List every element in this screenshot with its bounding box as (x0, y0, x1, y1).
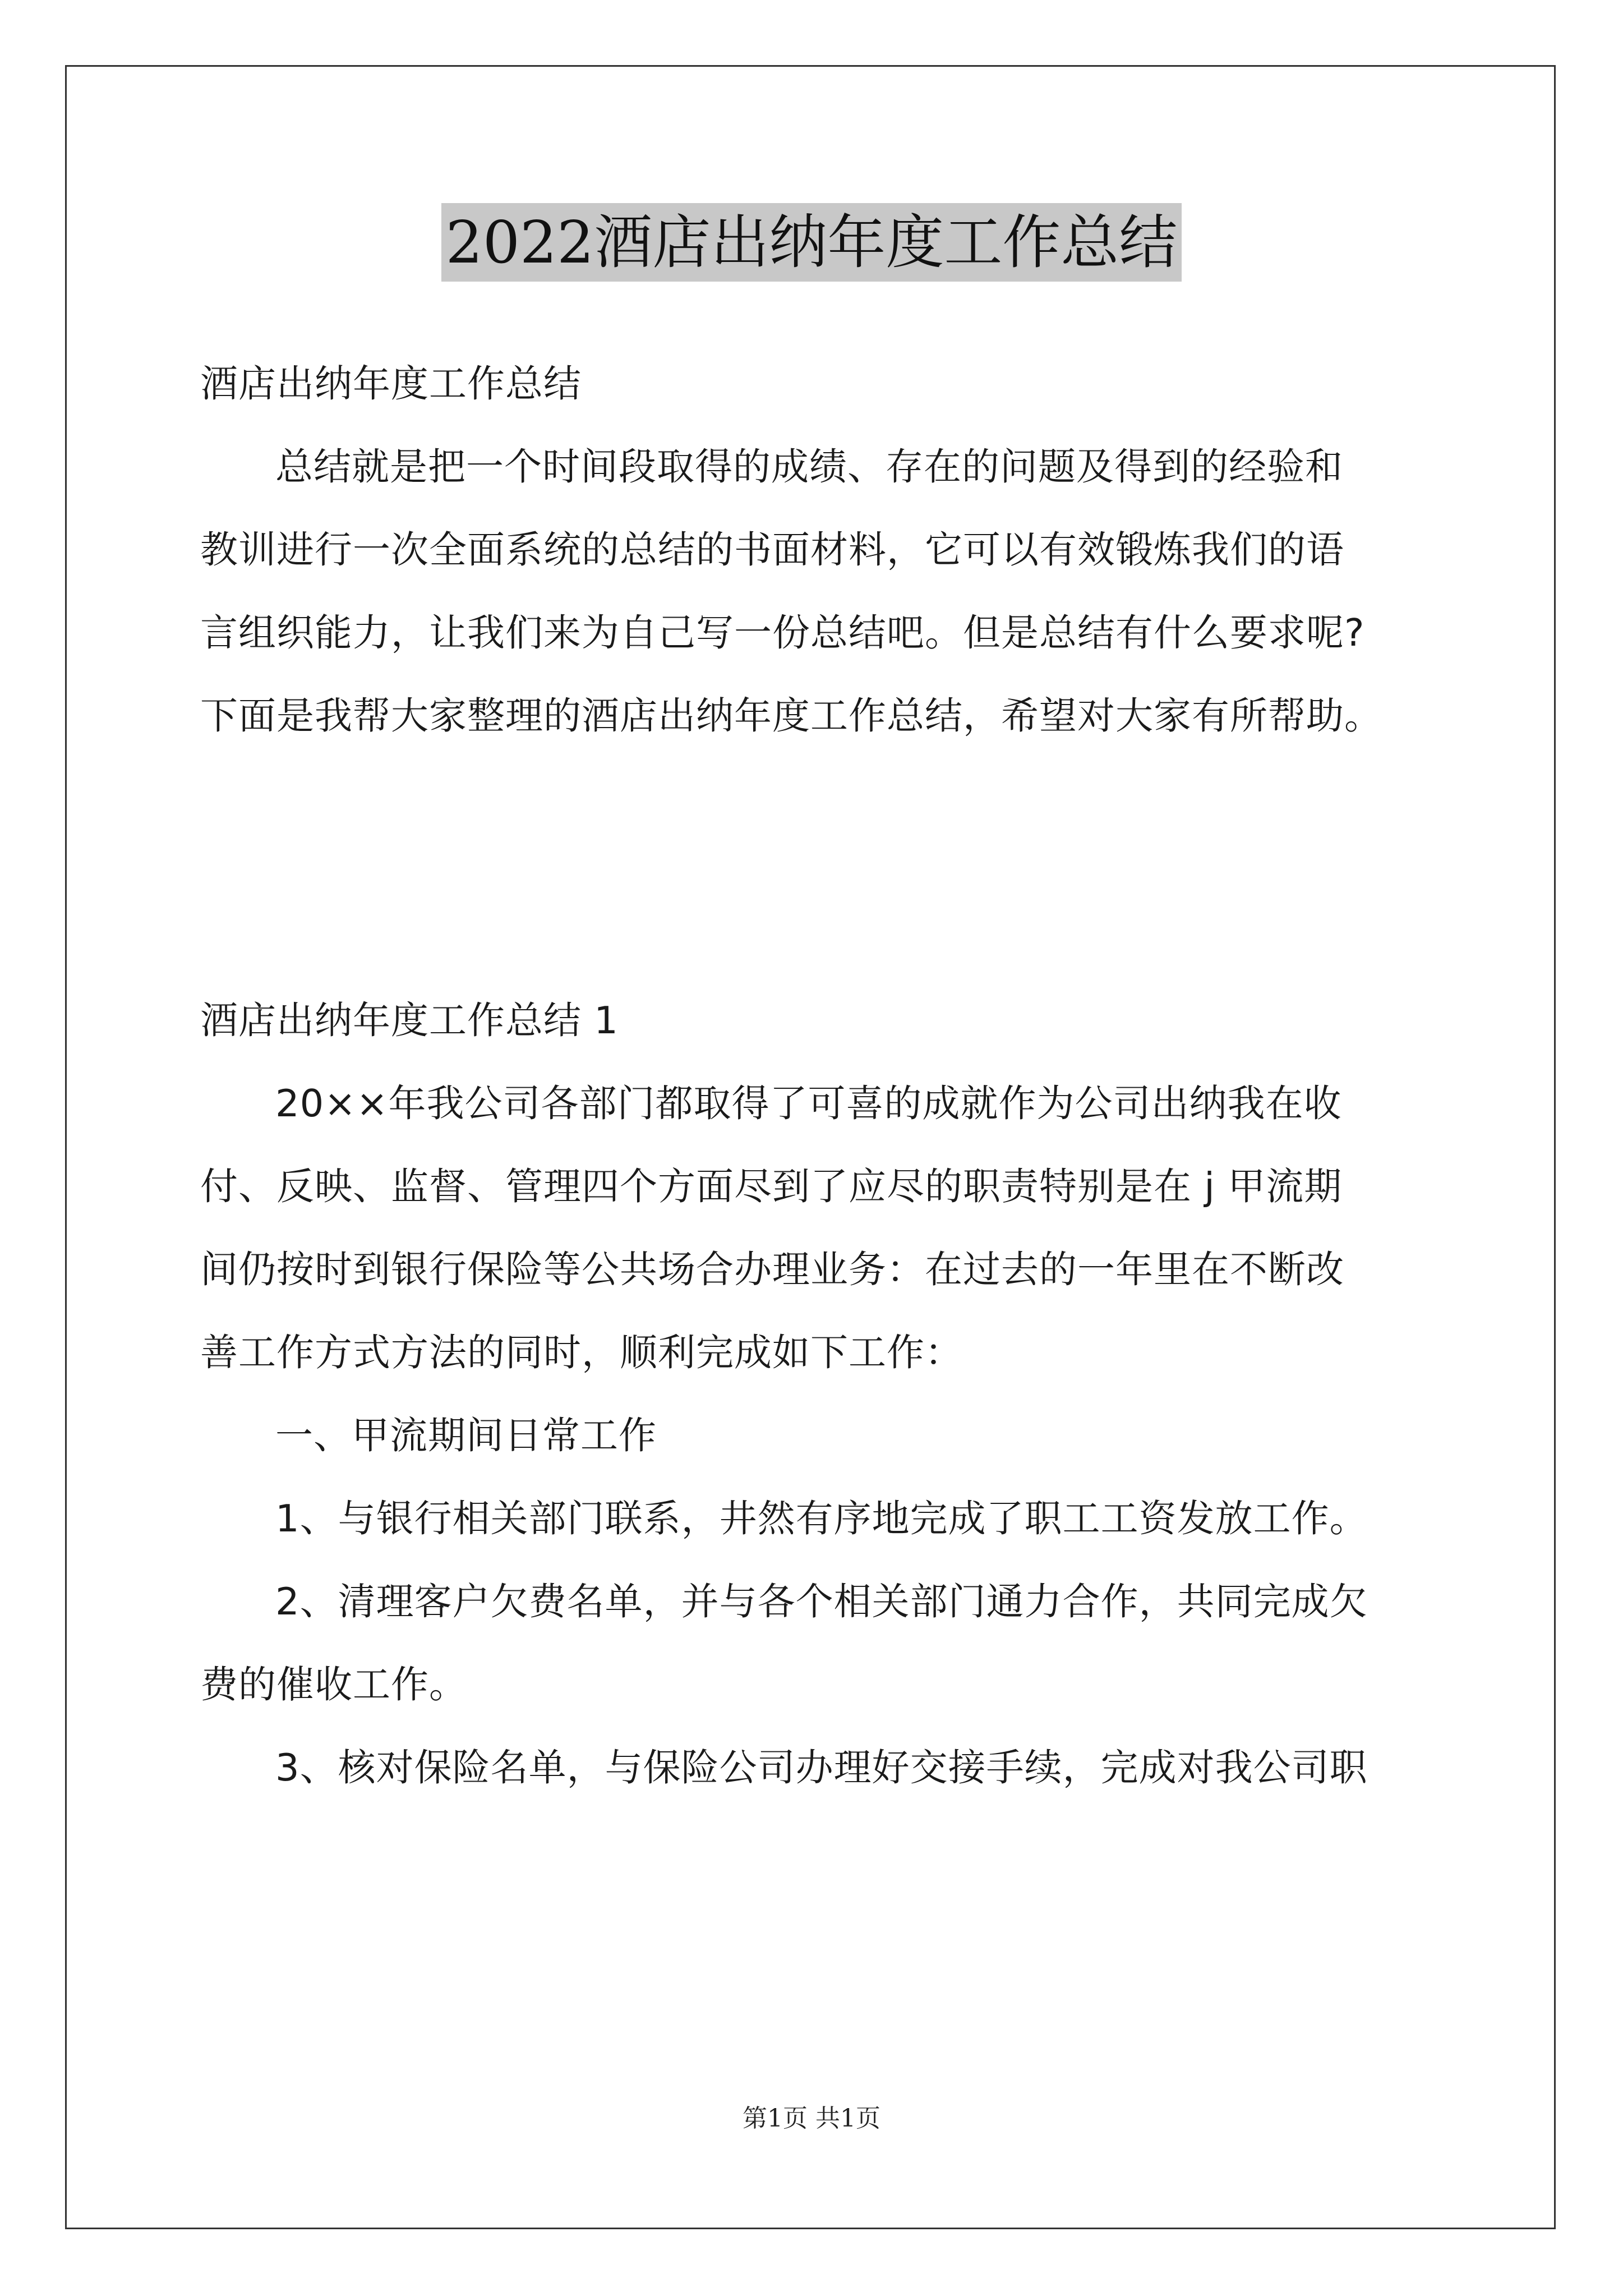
para1-line-4: 善工作方式方法的同时，顺利完成如下工作： (200, 1331, 963, 1374)
intro-line-2: 教训进行一次全面系统的总结的书面材料，它可以有效锻炼我们的语 (200, 528, 1344, 572)
intro-line-1: 总结就是把一个时间段取得的成绩、存在的问题及得到的经验和 (275, 445, 1343, 489)
list-item-1: 1、与银行相关部门联系，井然有序地完成了职工工资发放工作。 (275, 1497, 1368, 1540)
subsection-heading: 一、甲流期间日常工作 (275, 1414, 657, 1457)
main-heading: 酒店出纳年度工作总结 (200, 362, 582, 406)
page-footer: 第1页 共1页 (743, 2104, 880, 2133)
list-item-2-line-1: 2、清理客户欠费名单，并与各个相关部门通力合作，共同完成欠 (275, 1580, 1368, 1623)
para1-line-2: 付、反映、监督、管理四个方面尽到了应尽的职责特别是在 j 甲流期 (200, 1165, 1343, 1208)
intro-line-4: 下面是我帮大家整理的酒店出纳年度工作总结，希望对大家有所帮助。 (200, 694, 1382, 738)
document-body (200, 342, 1462, 1969)
para1-line-1: 20××年我公司各部门都取得了可喜的成就作为公司出纳我在收 (275, 1082, 1342, 1125)
document-title: 2022酒店出纳年度工作总结 (441, 203, 1182, 282)
section-heading-1: 酒店出纳年度工作总结 1 (200, 999, 619, 1042)
list-item-3: 3、核对保险名单，与保险公司办理好交接手续，完成对我公司职 (275, 1746, 1368, 1789)
list-item-2-line-2: 费的催收工作。 (200, 1663, 467, 1706)
intro-line-3: 言组织能力，让我们来为自己写一份总结吧。但是总结有什么要求呢? (200, 611, 1365, 655)
title-container (0, 203, 1623, 282)
para1-line-3: 间仍按时到银行保险等公共场合办理业务：在过去的一年里在不断改 (200, 1248, 1344, 1291)
